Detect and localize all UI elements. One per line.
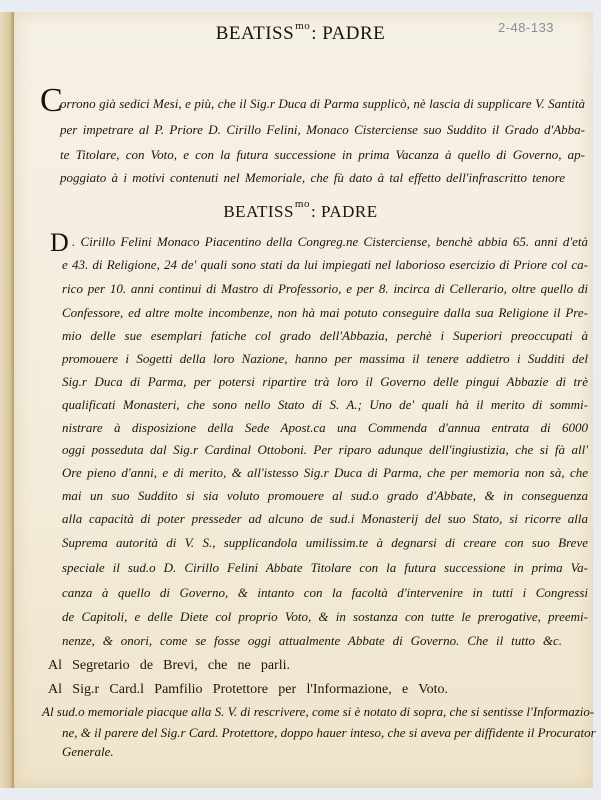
memorial-line: alla capacità di poter presseder ad alcuno de sud.i Monasterij del suo Stato, si ricorre alla <box>62 511 588 526</box>
paragraph-line: per impetrare al P. Priore D. Cirillo Felini, Monaco Cisterciense suo Suddito il Grado d'Abba- <box>60 122 585 137</box>
heading-superscript: mo <box>295 20 311 32</box>
rescript-line: Al Segretario de Brevi, che ne parli. <box>48 658 290 673</box>
catalog-number: 2-48-133 <box>498 20 555 35</box>
memorial-line: mai un suo Suddito si sia voluto promouere al sud.o grado d'Abbate, & in conseguenza <box>62 488 588 503</box>
memorial-line: Confessore, ed altre molte incombenze, non hà mai potuto conseguire dalla sua Religione il Pre- <box>62 305 588 320</box>
closing-line: ne, & il parere del Sig.r Card. Protettore, doppo hauer inteso, che si aveva per diffidente il Procurator <box>62 725 596 740</box>
memorial-line: e 43. di Religione, 24 de' quali sono stati da lui impiegati nel laborioso esercizio di Priore col ca- <box>62 257 588 272</box>
closing-line: Generale. <box>62 744 114 759</box>
heading-text: BEATISS <box>223 202 294 221</box>
drop-capital: C <box>40 82 63 119</box>
paragraph-line: orrono già sedici Mesi, e più, che il Sig.r Duca di Parma supplicò, nè lascia di supplicare V. Santità <box>60 96 585 111</box>
heading-text: : PADRE <box>311 23 386 44</box>
memorial-line: promouere i Sogetti della loro Nazione, hanno per massima il tenere addietro i Sudditi del <box>62 351 588 366</box>
memorial-line: canza à quello di Governo, & intanto con la facoltà d'intervenire in tutti i Congressi <box>62 585 588 600</box>
rescript-line: Al Sig.r Card.l Pamfilio Protettore per l'Informazione, e Voto. <box>48 682 448 697</box>
memorial-line: Ore pieno d'anni, e di merito, & all'istesso Sig.r Duca di Parma, che per memoria non sà, che <box>62 465 588 480</box>
heading-superscript: mo <box>294 198 310 210</box>
heading-beatissimo-padre-2 <box>0 198 601 222</box>
paragraph-line: poggiato à i motivi contenuti nel Memoriale, che fù dato à tal effetto dell'infrascritto tenore <box>60 170 565 185</box>
memorial-line: rico per 10. anni continui di Mastro di Professorio, e per 8. incirca di Cellerario, oltre quello di <box>62 281 588 296</box>
memorial-line: de Capitoli, e delle Diete col proprio Voto, & in sostanza con tutte le prerogative, preemi- <box>62 609 588 624</box>
drop-capital: D <box>50 228 69 257</box>
memorial-line: Sig.r Duca di Parma, per potersi ripartire trà loro il Governo delle pingui Abbazie di trè <box>62 374 588 389</box>
heading-text: : PADRE <box>310 202 378 221</box>
memorial-line: Suprema autorità di V. S., supplicandola umilissim.te à degnarsi di creare con suo Breve <box>62 535 588 550</box>
memorial-line: oggi posseduta dal Sig.r Cardinal Ottoboni. Per riparo adunque dell'ingiustizia, che si fà all' <box>62 442 588 457</box>
memorial-line: nenze, & onori, come se fosse oggi attualmente Abbate di Governo. Che il tutto &c. <box>62 633 562 648</box>
memorial-line: speciale il sud.o D. Cirillo Felini Abbate Titolare con la futura successione in prima Va- <box>62 560 588 575</box>
memorial-line: nistrare à disposizione della Sede Apost.ca una Commenda d'annua entrata di 6000 <box>62 420 588 435</box>
heading-text: BEATISS <box>215 23 295 44</box>
memorial-line: qualificati Monasteri, che sono nello Stato di S. A.; Uno de' quali hà il merito di sommi- <box>62 397 588 412</box>
page-fold-edge <box>0 12 14 788</box>
paragraph-line: te Titolare, con Voto, e con la futura successione in prima Vacanza à quello di Governo, ap- <box>60 147 585 162</box>
memorial-line: mio delle sue esemplari fatiche col grado dell'Abbazia, perchè i Superiori preoccupati à <box>62 328 588 343</box>
heading-beatissimo-padre <box>0 20 601 45</box>
memorial-line: . Cirillo Felini Monaco Piacentino della Congreg.ne Cisterciense, benchè abbia 65. anni d'età <box>72 234 588 249</box>
closing-line: Al sud.o memoriale piacque alla S. V. di rescrivere, come si è notato di sopra, che si sentisse l'Informazio- <box>42 704 595 719</box>
